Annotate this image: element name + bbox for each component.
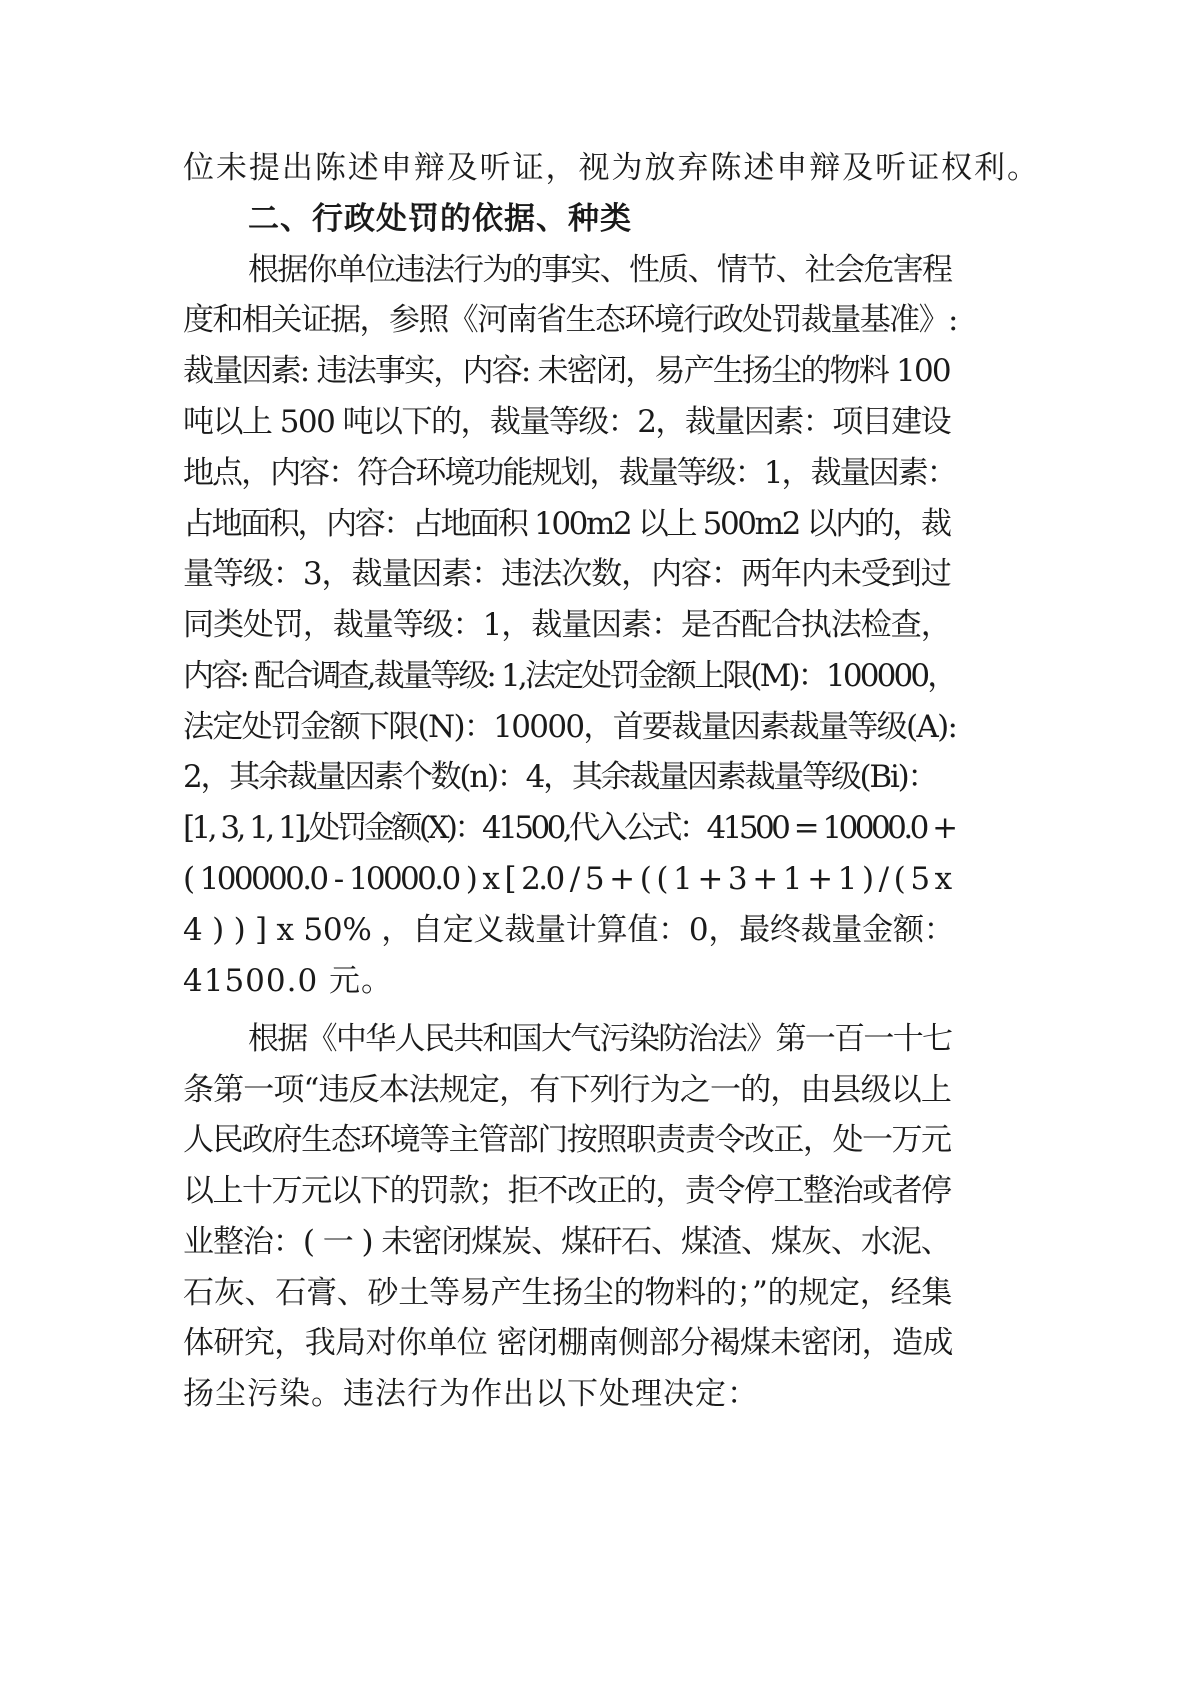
text-line-1: 位未提出陈述申辩及听证，视为放弃陈述申辩及听证权利。 — [183, 150, 1040, 186]
text-line-7: 地点，内容：符合环境功能规划，裁量等级：1，裁量因素： — [183, 455, 956, 491]
text-line-20: 人民政府生态环境等主管部门按照职责责令改正，处一万元 — [183, 1122, 951, 1158]
text-line-16: 4 ) ) ] x 50% ，自定义裁量计算值：0，最终裁量金额： — [183, 912, 955, 948]
text-line-9: 量等级：3，裁量因素：违法次数，内容：两年内未受到过 — [183, 556, 951, 592]
text-line-6: 吨以上 500 吨以下的，裁量等级：2，裁量因素：项目建设 — [183, 404, 951, 440]
text-line-10: 同类处罚，裁量等级：1，裁量因素：是否配合执法检查， — [183, 607, 951, 643]
text-line-24: 体研究，我局对你单位 密闭棚南侧部分褐煤未密闭，造成 — [183, 1325, 953, 1361]
text-line-14: [1, 3, 1, 1],处罚金额(X)：41500,代入公式：41500 = 10000.0 + — [183, 810, 955, 846]
text-line-4: 度和相关证据，参照《河南省生态环境行政处罚裁量基准》: — [183, 302, 957, 338]
text-line-8: 占地面积，内容：占地面积 100m2 以上 500m2 以内的，裁 — [183, 506, 950, 542]
text-line-18: 根据《中华人民共和国大气污染防治法》第一百一十七 — [248, 1021, 952, 1057]
text-line-17: 41500.0 元。 — [183, 963, 394, 999]
text-line-15: ( 100000.0 - 10000.0 ) x [ 2.0 / 5 + ( ( 1 + 3 + 1 + 1 ) / ( 5 x — [183, 861, 950, 897]
text-line-25: 扬尘污染。违法行为作出以下处理决定： — [183, 1376, 759, 1412]
text-line-11: 内容: 配合调查,裁量等级: 1,法定处罚金额上限(M)：100000， — [183, 658, 956, 694]
text-line-12: 法定处罚金额下限(N)：10000，首要裁量因素裁量等级(A): — [183, 709, 957, 745]
text-line-3: 根据你单位违法行为的事实、性质、情节、社会危害程 — [248, 252, 952, 288]
text-line-22: 业整治：( 一 ) 未密闭煤炭、煤矸石、煤渣、煤灰、水泥、 — [183, 1224, 951, 1260]
text-line-13: 2，其余裁量因素个数(n)：4，其余裁量因素裁量等级(Bi)： — [183, 759, 937, 795]
text-line-5: 裁量因素: 违法事实，内容: 未密闭，易产生扬尘的物料 100 — [183, 353, 950, 389]
text-line-23: 石灰、石膏、砂土等易产生扬尘的物料的；”的规定，经集 — [183, 1275, 953, 1311]
section-heading: 二、行政处罚的依据、种类 — [248, 201, 632, 237]
text-line-19: 条第一项“违反本法规定，有下列行为之一的，由县级以上 — [183, 1072, 951, 1108]
text-line-21: 以上十万元以下的罚款；拒不改正的，责令停工整治或者停 — [183, 1173, 951, 1209]
